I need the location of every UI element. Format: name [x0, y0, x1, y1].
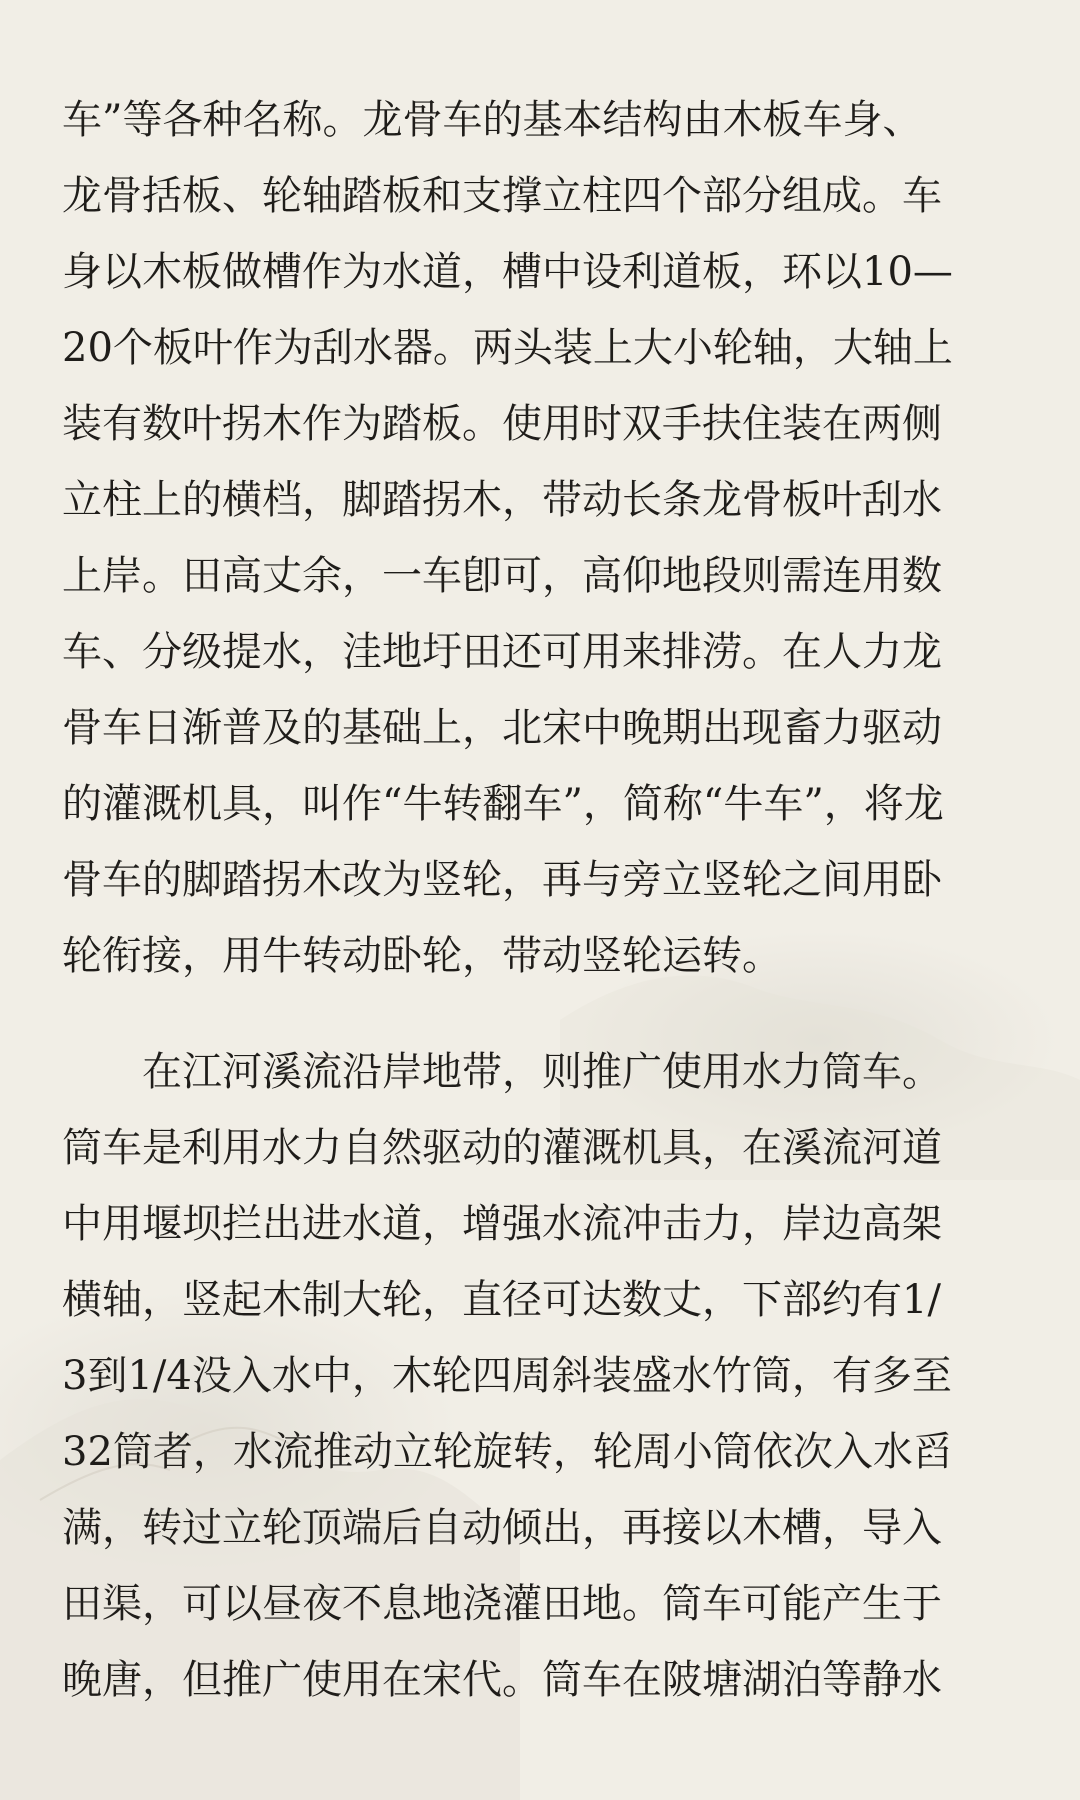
text-line: 中用堰坝拦出进水道，增强水流冲击力，岸边高架 — [62, 1201, 942, 1247]
text-line: 骨车的脚踏拐木改为竖轮，再与旁立竖轮之间用卧 — [62, 857, 942, 903]
text-line: 身以木板做槽作为水道，槽中设利道板，环以10— — [62, 249, 953, 295]
text-line: 骨车日渐普及的基础上，北宋中晚期出现畜力驱动 — [62, 705, 942, 751]
text-line: 满，转过立轮顶端后自动倾出，再接以木槽，导入 — [62, 1505, 942, 1551]
text-line: 3到1/4没入水中，木轮四周斜装盛水竹筒，有多至 — [62, 1353, 952, 1399]
text-line: 32筒者，水流推动立轮旋转，轮周小筒依次入水舀 — [62, 1429, 953, 1475]
paragraph-tube-waterwheel — [62, 1034, 1020, 1718]
text-line: 在江河溪流沿岸地带，则推广使用水力筒车。 — [62, 1049, 942, 1095]
text-line: 立柱上的横档，脚踏拐木，带动长条龙骨板叶刮水 — [62, 477, 942, 523]
article-body — [62, 82, 1020, 1718]
text-line: 车”等各种名称。龙骨车的基本结构由木板车身、 — [62, 97, 923, 143]
paragraph-spacer — [62, 994, 1020, 1034]
text-line: 车、分级提水，洼地圩田还可用来排涝。在人力龙 — [62, 629, 942, 675]
text-line: 上岸。田高丈余，一车卽可，高仰地段则需连用数 — [62, 553, 942, 599]
text-line: 横轴，竖起木制大轮，直径可达数丈，下部约有1/ — [62, 1277, 941, 1323]
text-line: 装有数叶拐木作为踏板。使用时双手扶住装在两侧 — [62, 401, 942, 447]
text-line: 轮衔接，用牛转动卧轮，带动竖轮运转。 — [62, 933, 782, 979]
text-line: 田渠，可以昼夜不息地浇灌田地。筒车可能产生于 — [62, 1581, 942, 1627]
paragraph-dragon-bone-waterwheel — [62, 82, 1020, 994]
text-line: 的灌溉机具，叫作“牛转翻车”，简称“牛车”，将龙 — [62, 781, 944, 827]
text-line: 晚唐，但推广使用在宋代。筒车在陂塘湖泊等静水 — [62, 1657, 942, 1703]
text-line: 龙骨括板、轮轴踏板和支撑立柱四个部分组成。车 — [62, 173, 942, 219]
text-line: 20个板叶作为刮水器。两头装上大小轮轴，大轴上 — [62, 325, 953, 371]
text-line: 筒车是利用水力自然驱动的灌溉机具，在溪流河道 — [62, 1125, 942, 1171]
